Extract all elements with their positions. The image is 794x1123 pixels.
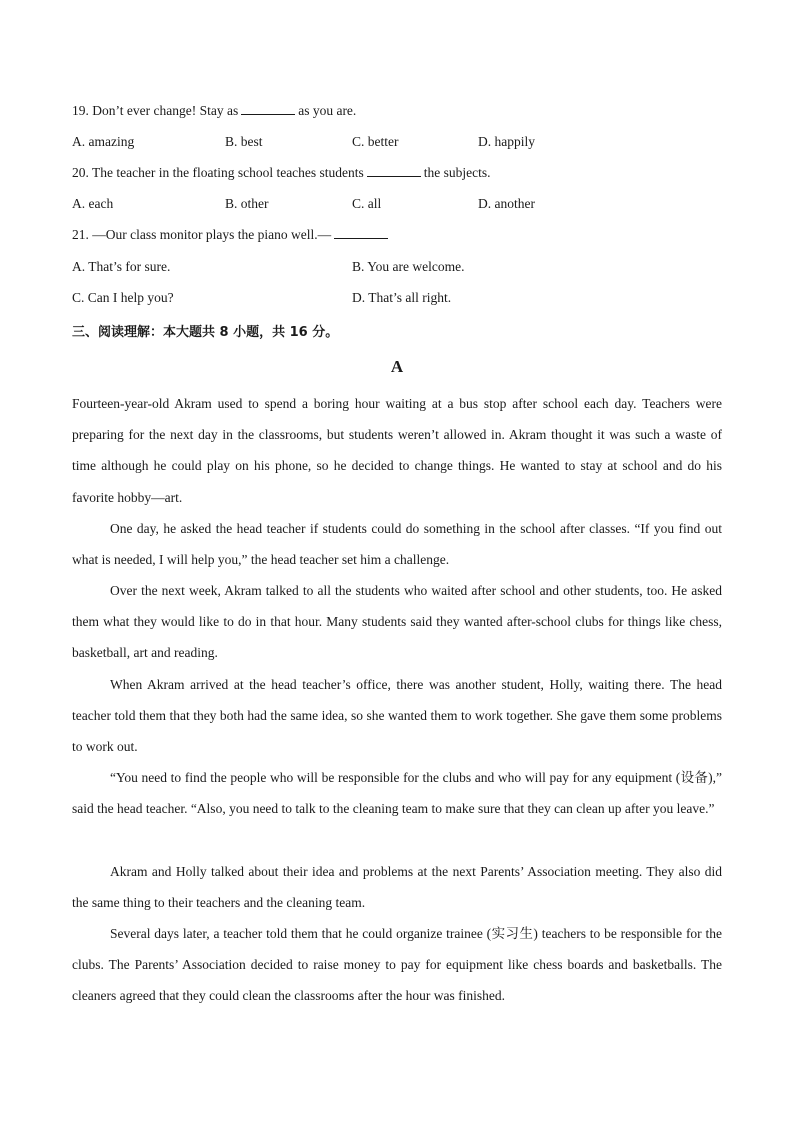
question-number: 21. bbox=[72, 227, 89, 242]
option-a: A. amazing bbox=[72, 134, 135, 149]
question-stem-after: as you are. bbox=[298, 103, 357, 118]
passage-paragraph-4: When Akram arrived at the head teacher’s office, there was another student, Holly, waiting there. The head teacher told them that they both had the same idea, so she wanted them to work together. She gave them some problems to work out. bbox=[72, 677, 722, 755]
question-21 bbox=[72, 227, 391, 243]
passage-paragraph-1: Fourteen-year-old Akram used to spend a boring hour waiting at a bus stop after school each day. Teachers were preparing for the next day in the classrooms, but students weren’t allowed in. Akram thought it was such a waste of time although he could play on his phone, so he decided to change things. He wanted to stay at school and do his favorite hobby—art. bbox=[72, 396, 722, 505]
question-stem-before: —Our class monitor plays the piano well.— bbox=[92, 227, 332, 242]
answer-blank bbox=[367, 165, 421, 177]
option-d: D. That’s all right. bbox=[352, 290, 452, 305]
section-heading: 三、阅读理解：本大题共 8 小题，共 16 分。 bbox=[72, 325, 339, 340]
question-stem-after: the subjects. bbox=[423, 165, 491, 180]
option-b: B. best bbox=[225, 134, 263, 149]
question-19 bbox=[72, 103, 356, 119]
option-c: C. Can I help you? bbox=[72, 290, 174, 305]
passage-paragraph-2: One day, he asked the head teacher if students could do something in the school after classes. “If you find out what is needed, I will help you,” the head teacher set him a challenge. bbox=[72, 521, 722, 568]
passage-paragraph-6: Akram and Holly talked about their idea and problems at the next Parents’ Association meeting. They also did the same thing to their teachers and the cleaning team. bbox=[72, 864, 722, 911]
option-a: A. each bbox=[72, 196, 114, 211]
option-d: D. another bbox=[478, 196, 535, 211]
passage-paragraph-5: “You need to find the people who will be responsible for the clubs and who will pay for any equipment (设备),” said the head teacher. “Also, you need to talk to the cleaning team to make sure that they can clean up after you leave.” bbox=[72, 770, 722, 817]
passage-paragraph-3: Over the next week, Akram talked to all the students who waited after school and other students, too. He asked them what they would like to do in that hour. Many students said they wanted after-school clubs for things like chess, basketball, art and reading. bbox=[72, 583, 722, 661]
question-20 bbox=[72, 165, 491, 181]
question-number: 19. bbox=[72, 103, 89, 118]
question-number: 20. bbox=[72, 165, 89, 180]
option-c: C. better bbox=[352, 134, 399, 149]
question-stem-before: Don’t ever change! Stay as bbox=[92, 103, 239, 118]
option-b: B. other bbox=[225, 196, 269, 211]
passage-title: A bbox=[390, 357, 404, 376]
option-b: B. You are welcome. bbox=[352, 259, 465, 274]
passage-paragraph-7: Several days later, a teacher told them that he could organize trainee (实习生) teachers to be responsible for the clubs. The Parents’ Association decided to raise money to pay for equipment like chess boards and basketballs. The cleaners agreed that they could clean the classrooms after the hour was finished. bbox=[72, 926, 722, 1004]
option-a: A. That’s for sure. bbox=[72, 259, 171, 274]
answer-blank bbox=[334, 227, 388, 239]
option-c: C. all bbox=[352, 196, 382, 211]
question-stem-before: The teacher in the floating school teaches students bbox=[92, 165, 364, 180]
answer-blank bbox=[241, 103, 295, 115]
option-d: D. happily bbox=[478, 134, 535, 149]
